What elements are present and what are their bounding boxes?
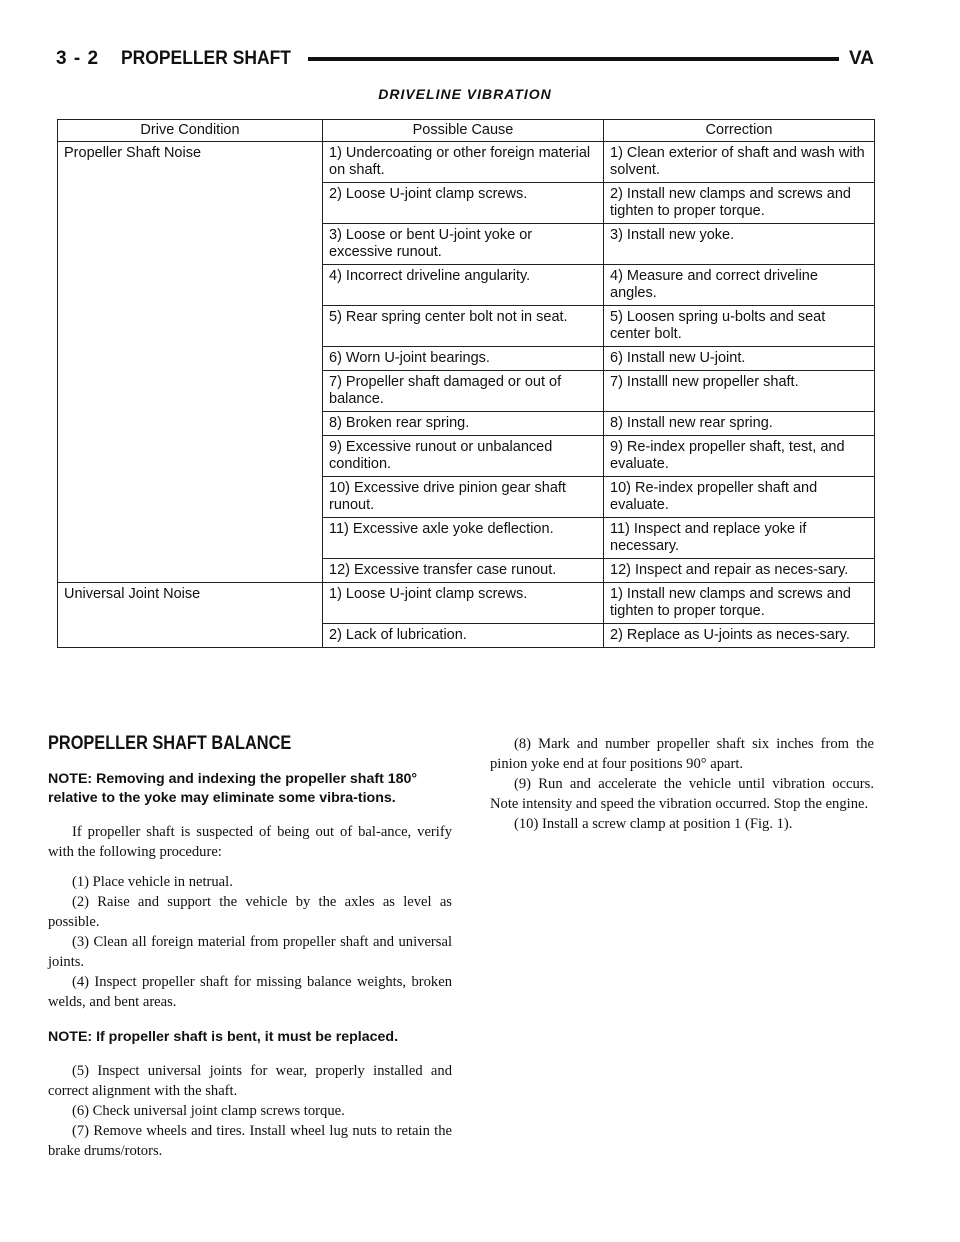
table-row bbox=[58, 583, 875, 624]
possible-cause-cell: 4) Incorrect driveline angularity. bbox=[323, 265, 604, 306]
table-row bbox=[58, 142, 875, 183]
possible-cause-cell: 3) Loose or bent U-joint yoke or excessive runout. bbox=[323, 224, 604, 265]
table-header-row bbox=[58, 120, 875, 142]
correction-cell: 6) Install new U-joint. bbox=[604, 347, 875, 371]
page-number: 3 - 2 bbox=[56, 48, 100, 69]
table-body bbox=[58, 142, 875, 648]
model-code: VA bbox=[849, 48, 874, 69]
procedure-step: (2) Raise and support the vehicle by the axles as level as possible. bbox=[48, 894, 452, 930]
table-row bbox=[58, 624, 875, 648]
right-column bbox=[490, 734, 874, 834]
table-row bbox=[58, 306, 875, 347]
drive-condition-cell bbox=[58, 224, 323, 265]
correction-cell: 5) Loosen spring u-bolts and seat center bolt. bbox=[604, 306, 875, 347]
procedure-step: (5) Inspect universal joints for wear, properly installed and correct alignment with the shaft. bbox=[48, 1063, 452, 1099]
drive-condition-cell bbox=[58, 436, 323, 477]
correction-cell: 2) Install new clamps and screws and tighten to proper torque. bbox=[604, 183, 875, 224]
correction-cell: 1) Clean exterior of shaft and wash with solvent. bbox=[604, 142, 875, 183]
procedure-step: (1) Place vehicle in netrual. bbox=[72, 874, 233, 890]
correction-cell: 2) Replace as U-joints as neces-sary. bbox=[604, 624, 875, 648]
drive-condition-cell bbox=[58, 183, 323, 224]
correction-cell: 7) Installl new propeller shaft. bbox=[604, 371, 875, 412]
drive-condition-cell: Universal Joint Noise bbox=[58, 583, 323, 624]
possible-cause-cell: 1) Undercoating or other foreign material on shaft. bbox=[323, 142, 604, 183]
left-column bbox=[48, 734, 452, 1161]
column-header: Correction bbox=[604, 120, 875, 142]
drive-condition-cell bbox=[58, 477, 323, 518]
possible-cause-cell: 7) Propeller shaft damaged or out of balance. bbox=[323, 371, 604, 412]
possible-cause-cell: 9) Excessive runout or unbalanced condition. bbox=[323, 436, 604, 477]
intro-paragraph: If propeller shaft is suspected of being out of bal-ance, verify with the following procedure: bbox=[48, 824, 452, 860]
procedure-step: (4) Inspect propeller shaft for missing balance weights, broken welds, and bent areas. bbox=[48, 974, 452, 1010]
correction-cell: 4) Measure and correct driveline angles. bbox=[604, 265, 875, 306]
correction-cell: 8) Install new rear spring. bbox=[604, 412, 875, 436]
chapter-title: PROPELLER SHAFT bbox=[121, 48, 291, 69]
steps-group-a bbox=[48, 872, 452, 1012]
drive-condition-cell bbox=[58, 412, 323, 436]
column-header: Drive Condition bbox=[58, 120, 323, 142]
drive-condition-cell bbox=[58, 347, 323, 371]
drive-condition-cell: Propeller Shaft Noise bbox=[58, 142, 323, 183]
page-header bbox=[56, 46, 874, 72]
table-title: DRIVELINE VIBRATION bbox=[378, 86, 552, 102]
procedure-step: (10) Install a screw clamp at position 1 (Fig. 1). bbox=[514, 816, 793, 832]
correction-cell: 9) Re-index propeller shaft, test, and evaluate. bbox=[604, 436, 875, 477]
steps-group-c bbox=[490, 734, 874, 834]
possible-cause-cell: 1) Loose U-joint clamp screws. bbox=[323, 583, 604, 624]
procedure-step: (8) Mark and number propeller shaft six inches from the pinion yoke end at four positions 90° apart. bbox=[490, 736, 874, 772]
table-row bbox=[58, 477, 875, 518]
section-heading: PROPELLER SHAFT BALANCE bbox=[48, 733, 292, 754]
possible-cause-cell: 12) Excessive transfer case runout. bbox=[323, 559, 604, 583]
header-rule bbox=[308, 57, 839, 61]
possible-cause-cell: 2) Lack of lubrication. bbox=[323, 624, 604, 648]
procedure-step: (9) Run and accelerate the vehicle until vibration occurs. Note intensity and speed the vibration occurred. Stop the engine. bbox=[490, 776, 874, 812]
table-row bbox=[58, 347, 875, 371]
drive-condition-cell bbox=[58, 306, 323, 347]
table-row bbox=[58, 436, 875, 477]
table-row bbox=[58, 559, 875, 583]
driveline-vibration-table bbox=[57, 119, 875, 648]
procedure-step: (6) Check universal joint clamp screws torque. bbox=[72, 1103, 345, 1119]
possible-cause-cell: 8) Broken rear spring. bbox=[323, 412, 604, 436]
correction-cell: 12) Inspect and repair as neces-sary. bbox=[604, 559, 875, 583]
possible-cause-cell: 2) Loose U-joint clamp screws. bbox=[323, 183, 604, 224]
correction-cell: 1) Install new clamps and screws and tighten to proper torque. bbox=[604, 583, 875, 624]
steps-group-b bbox=[48, 1061, 452, 1161]
possible-cause-cell: 5) Rear spring center bolt not in seat. bbox=[323, 306, 604, 347]
possible-cause-cell: 6) Worn U-joint bearings. bbox=[323, 347, 604, 371]
possible-cause-cell: 10) Excessive drive pinion gear shaft runout. bbox=[323, 477, 604, 518]
drive-condition-cell bbox=[58, 265, 323, 306]
drive-condition-cell bbox=[58, 518, 323, 559]
correction-cell: 10) Re-index propeller shaft and evaluate. bbox=[604, 477, 875, 518]
note-bent-shaft: NOTE: If propeller shaft is bent, it must be replaced. bbox=[48, 1029, 399, 1045]
note-indexing: NOTE: Removing and indexing the propeller shaft 180° relative to the yoke may eliminate some vibra-tions. bbox=[48, 771, 418, 806]
table-row bbox=[58, 518, 875, 559]
drive-condition-cell bbox=[58, 371, 323, 412]
correction-cell: 11) Inspect and replace yoke if necessary. bbox=[604, 518, 875, 559]
drive-condition-cell bbox=[58, 624, 323, 648]
table-row bbox=[58, 371, 875, 412]
table-row bbox=[58, 265, 875, 306]
possible-cause-cell: 11) Excessive axle yoke deflection. bbox=[323, 518, 604, 559]
column-header: Possible Cause bbox=[323, 120, 604, 142]
table-row bbox=[58, 183, 875, 224]
drive-condition-cell bbox=[58, 559, 323, 583]
correction-cell: 3) Install new yoke. bbox=[604, 224, 875, 265]
table-row bbox=[58, 412, 875, 436]
procedure-step: (3) Clean all foreign material from propeller shaft and universal joints. bbox=[48, 934, 452, 970]
table-row bbox=[58, 224, 875, 265]
procedure-step: (7) Remove wheels and tires. Install wheel lug nuts to retain the brake drums/rotors. bbox=[48, 1123, 452, 1159]
